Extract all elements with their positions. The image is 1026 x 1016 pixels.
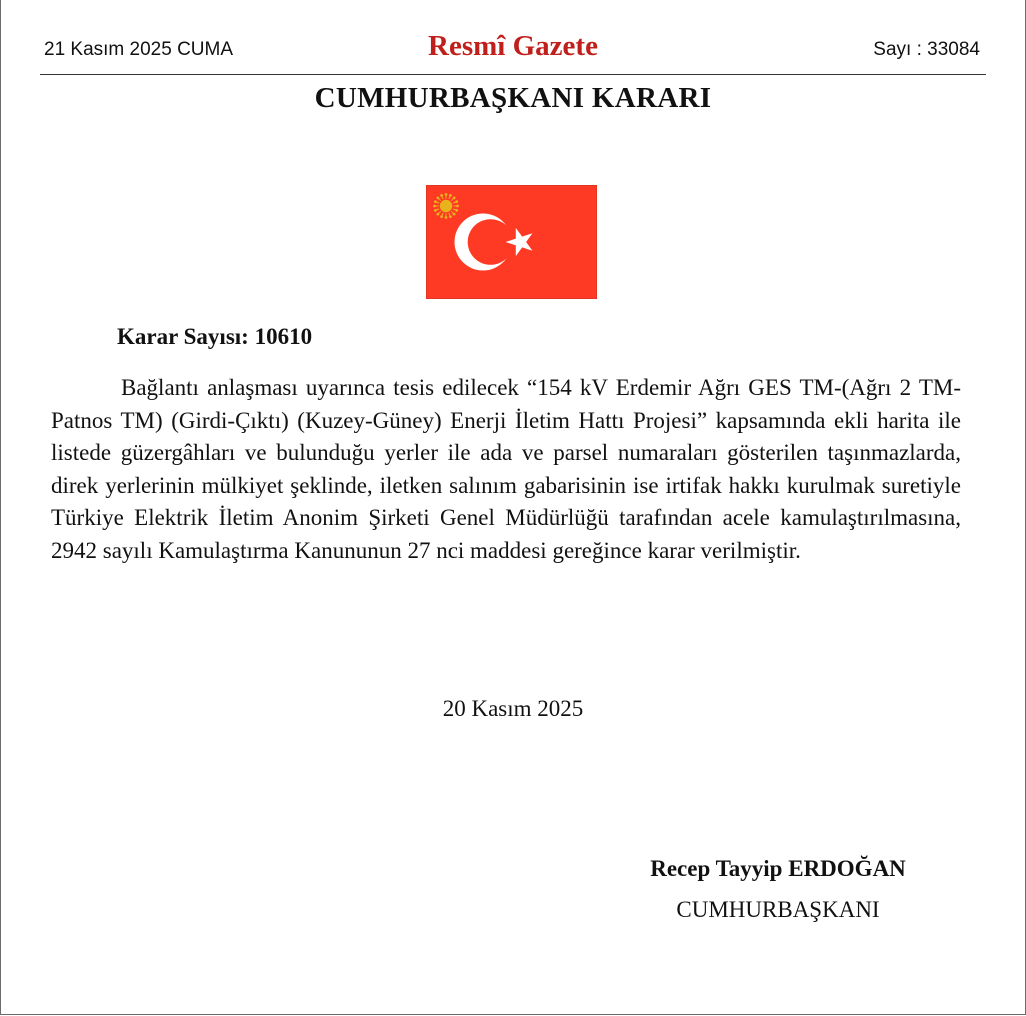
decree-date: 20 Kasım 2025 — [442, 696, 584, 721]
signatory-title: CUMHURBAŞKANI — [676, 897, 880, 922]
turkish-flag-icon — [426, 185, 597, 299]
header-date: 21 Kasım 2025 CUMA — [44, 39, 234, 60]
signature-block — [600, 853, 956, 926]
decision-number: Karar Sayısı: 10610 — [117, 324, 313, 349]
gazette-header — [40, 30, 986, 75]
issue-number: Sayı : 33084 — [873, 39, 980, 60]
decree-heading: CUMHURBAŞKANI KARARI — [314, 82, 712, 114]
gazette-title: Resmî Gazete — [428, 30, 598, 62]
signatory-name: Recep Tayyip ERDOĞAN — [650, 856, 906, 881]
decree-body: Bağlantı anlaşması uyarınca tesis edilecek “154 kV Erdemir Ağrı GES TM-(Ağrı 2 TM-Patnos TM) (Girdi-Çıktı) (Kuzey-Güney) Enerji İletim Hattı Projesi” kapsamında ekli harita ile listede güzergâhları ve bulunduğu yerler ile ada ve parsel numaraları gösterilen taşınmazlarda, direk yerlerinin mülkiyet şeklinde, iletken salınım gabarisinin ise irtifak hakkı kurulmak suretiyle Türkiye Elektrik İletim Anonim Şirketi Genel Müdürlüğü tarafından acele kamulaştırılmasına, 2942 sayılı Kamulaştırma Kanununun 27 nci maddesi gereğince karar verilmiştir. — [51, 375, 961, 563]
presidential-sun-icon — [433, 193, 459, 219]
